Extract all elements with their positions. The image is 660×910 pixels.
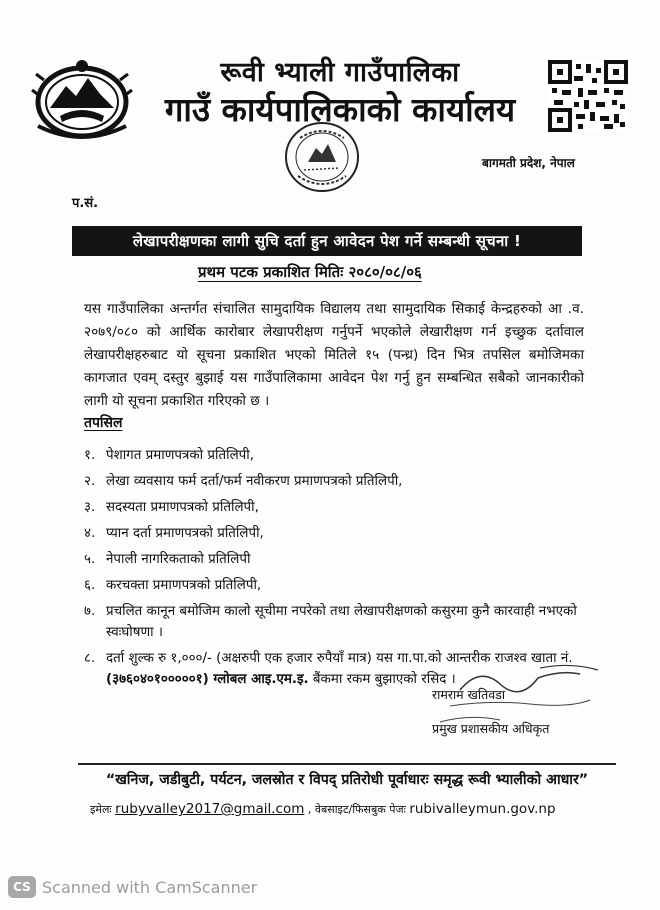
list-heading: तपसिल xyxy=(84,415,123,431)
list-item-number: ८. xyxy=(84,651,96,666)
list-item-text: प्यान दर्ता प्रमाणपत्रको प्रतिलिपी, xyxy=(106,526,264,541)
fee-text: दर्ता शुल्क रु १,०००/- (अक्षरुपी एक हजार रुपैयाँ मात्र) यस गा.पा.को आन्तरीक राजश्व खाता नं. xyxy=(106,651,573,666)
list-item-number: ४. xyxy=(84,526,96,541)
province-label: बागमती प्रदेश, नेपाल xyxy=(482,156,575,170)
list-item xyxy=(84,445,584,466)
website-link[interactable]: rubivalleymun.gov.np xyxy=(409,801,556,817)
camscanner-logo-icon: CS xyxy=(8,876,36,898)
list-item xyxy=(84,549,584,570)
list-item-text: सदस्यता प्रमाणपत्रको प्रतिलिपी, xyxy=(106,500,259,515)
account-number: (३७६०४०१०००००१) ग्लोबल आइ.एम.इ. xyxy=(106,672,309,687)
list-item-text: करचक्ता प्रमाणपत्रको प्रतिलिपी, xyxy=(106,578,262,593)
list-item-number: ५. xyxy=(84,552,96,567)
list-item xyxy=(84,471,584,492)
nepal-emblem-icon xyxy=(30,56,134,140)
camscanner-watermark xyxy=(8,876,257,898)
office-name: गाउँ कार्यपालिकाको कार्यालय xyxy=(164,90,516,129)
email-label: इमेलः xyxy=(90,803,112,816)
list-item xyxy=(84,575,584,596)
list-item xyxy=(84,601,584,643)
list-item xyxy=(84,523,584,544)
footer-slogan: “खनिज, जडीबुटी, पर्यटन, जलस्रोत र विपद् प्रतिरोधी पूर्वाधारः समृद्ध रूवी भ्यालीको आधार” xyxy=(105,772,589,788)
fee-text-end: बैंकमा रकम बुझाएको रसिद । xyxy=(312,672,456,687)
list-item-text: प्रचलित कानून बमोजिम कालो सूचीमा नपरेको तथा लेखापरीक्षणको कसुरमा कुनै कारवाही नभएको स्वःघोषणा । xyxy=(106,604,577,640)
list-item-text: नेपाली नागरिकताको प्रतिलिपी xyxy=(106,552,251,567)
notice-subject: लेखापरीक्षणका लागी सुचि दर्ता हुन आवेदन पेश गर्ने सम्बन्धी सूचना ! xyxy=(72,226,582,256)
list-item-text: लेखा व्यवसाय फर्म दर्ता/फर्म नवीकरण प्रमाणपत्रको प्रतिलिपी, xyxy=(106,474,403,489)
published-date: प्रथम पटक प्रकाशित मितिः २०८०/०८/०६ xyxy=(198,263,422,281)
list-item-number: ७. xyxy=(84,604,96,619)
list-item-text: पेशागत प्रमाणपत्रको प्रतिलिपी, xyxy=(106,448,254,463)
municipality-name: रूवी भ्याली गाउँपालिका xyxy=(220,57,460,88)
office-stamp-icon xyxy=(282,118,362,196)
watermark-text: Scanned with CamScanner xyxy=(42,877,258,897)
list-item xyxy=(84,497,584,518)
notice-body: यस गाउँपालिका अन्तर्गत संचालित सामुदायिक विद्यालय तथा सामुदायिक सिकाई केन्द्रहरुको आ .व. २०७९/०८० को आर्थिक कारोबार लेखापरीक्षण गर्नुपर्ने भएकोले लेखारीक्षण गर्न इच्छुक दर्तावाल लेखापरीक्षहरुबाट यो सूचना प्रकाशित भएको मितिले १५ (पन्ध्र) दिन भित्र तपसिल बमोजिमका कागजात एवम् दस्तुर बुझाई यस गाउँपालिकामा आवेदन पेश गर्नु हुन सम्बन्धित सबैको जानकारीको लागी यो सूचना प्रकाशित गरिएको छ । xyxy=(84,301,584,409)
requirements-list xyxy=(84,445,584,695)
list-item-number: ३. xyxy=(84,500,96,515)
footer-divider xyxy=(78,763,616,765)
footer-contact xyxy=(90,801,610,817)
signatory-name: रामराम खतिवडा xyxy=(432,687,506,702)
signatory-title: प्रमुख प्रशासकीय अधिकृत xyxy=(432,721,550,736)
list-item-number: ६. xyxy=(84,578,96,593)
list-item-number: १. xyxy=(84,448,96,463)
list-item-number: २. xyxy=(84,474,96,489)
website-label: , वेबसाइट/फिसबुक पेजः xyxy=(307,803,406,816)
email-link[interactable]: rubyvalley2017@gmail.com xyxy=(115,801,305,817)
reference-number: प.सं. xyxy=(72,196,99,211)
qr-code-icon xyxy=(548,60,628,132)
